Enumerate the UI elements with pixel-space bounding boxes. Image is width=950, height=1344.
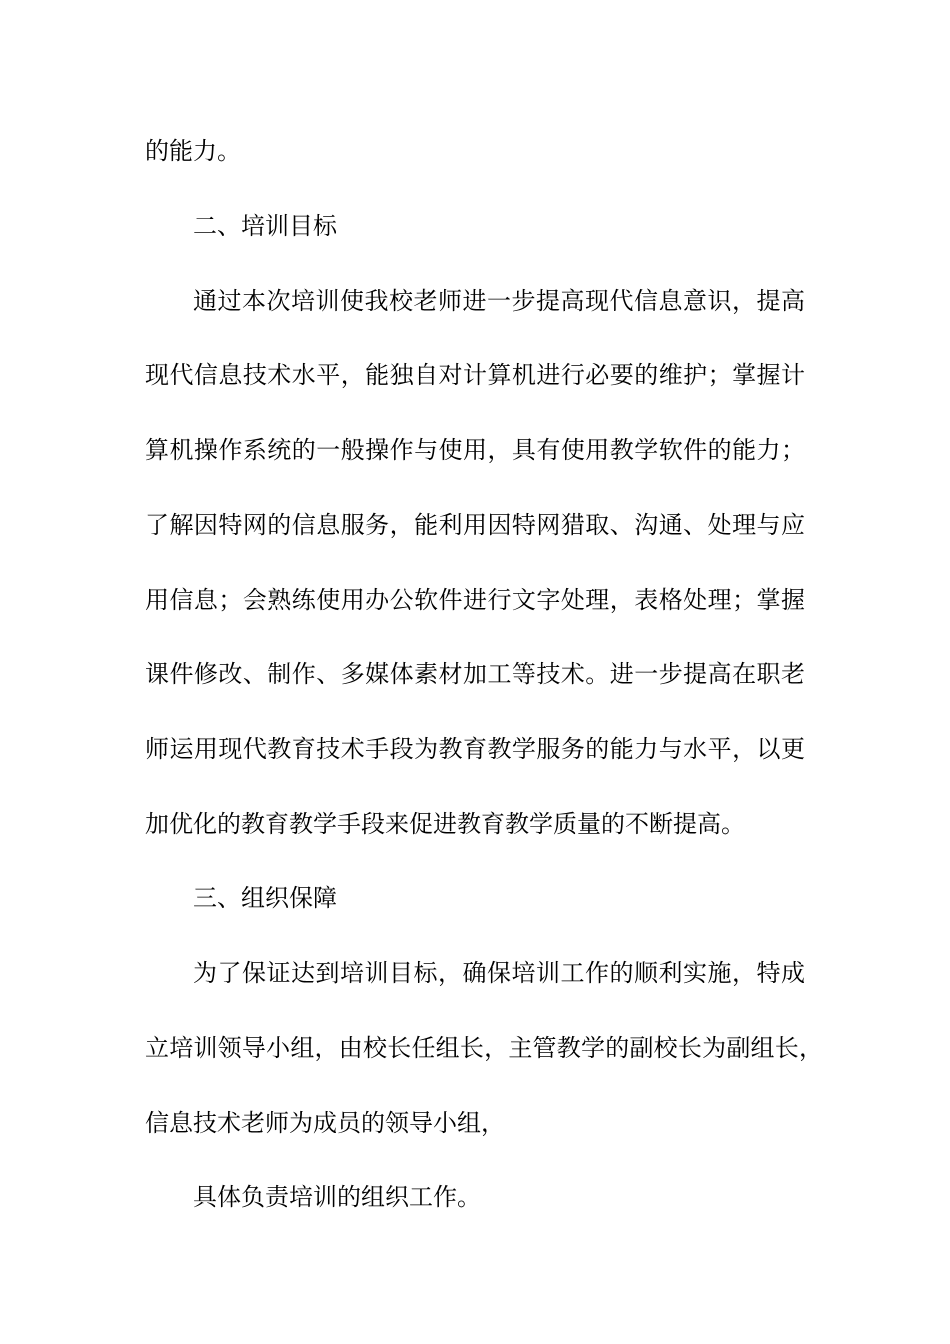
section-heading-training-goals: 二、培训目标 bbox=[193, 212, 337, 240]
paragraph-line: 算机操作系统的一般操作与使用，具有使用教学软件的能力； bbox=[145, 436, 805, 464]
paragraph-line: 课件修改、制作、多媒体素材加工等技术。进一步提高在职老 bbox=[145, 660, 805, 688]
paragraph-line: 立培训领导小组，由校长任组长，主管教学的副校长为副组长， bbox=[145, 1034, 823, 1062]
paragraph-line: 现代信息技术水平，能独自对计算机进行必要的维护；掌握计 bbox=[145, 361, 805, 389]
paragraph-line: 为了保证达到培训目标，确保培训工作的顺利实施，特成 bbox=[193, 959, 805, 987]
paragraph-line-continuation: 的能力。 bbox=[145, 137, 241, 165]
paragraph-line: 了解因特网的信息服务，能利用因特网猎取、沟通、处理与应 bbox=[145, 511, 805, 539]
paragraph-line: 师运用现代教育技术手段为教育教学服务的能力与水平，以更 bbox=[145, 735, 805, 763]
paragraph-line: 具体负责培训的组织工作。 bbox=[193, 1183, 481, 1211]
paragraph-line: 加优化的教育教学手段来促进教育教学质量的不断提高。 bbox=[145, 810, 745, 838]
paragraph-line: 通过本次培训使我校老师进一步提高现代信息意识，提高 bbox=[193, 287, 805, 315]
section-heading-organization: 三、组织保障 bbox=[193, 884, 337, 912]
paragraph-line: 信息技术老师为成员的领导小组， bbox=[145, 1109, 505, 1137]
paragraph-line: 用信息；会熟练使用办公软件进行文字处理，表格处理；掌握 bbox=[145, 586, 805, 614]
